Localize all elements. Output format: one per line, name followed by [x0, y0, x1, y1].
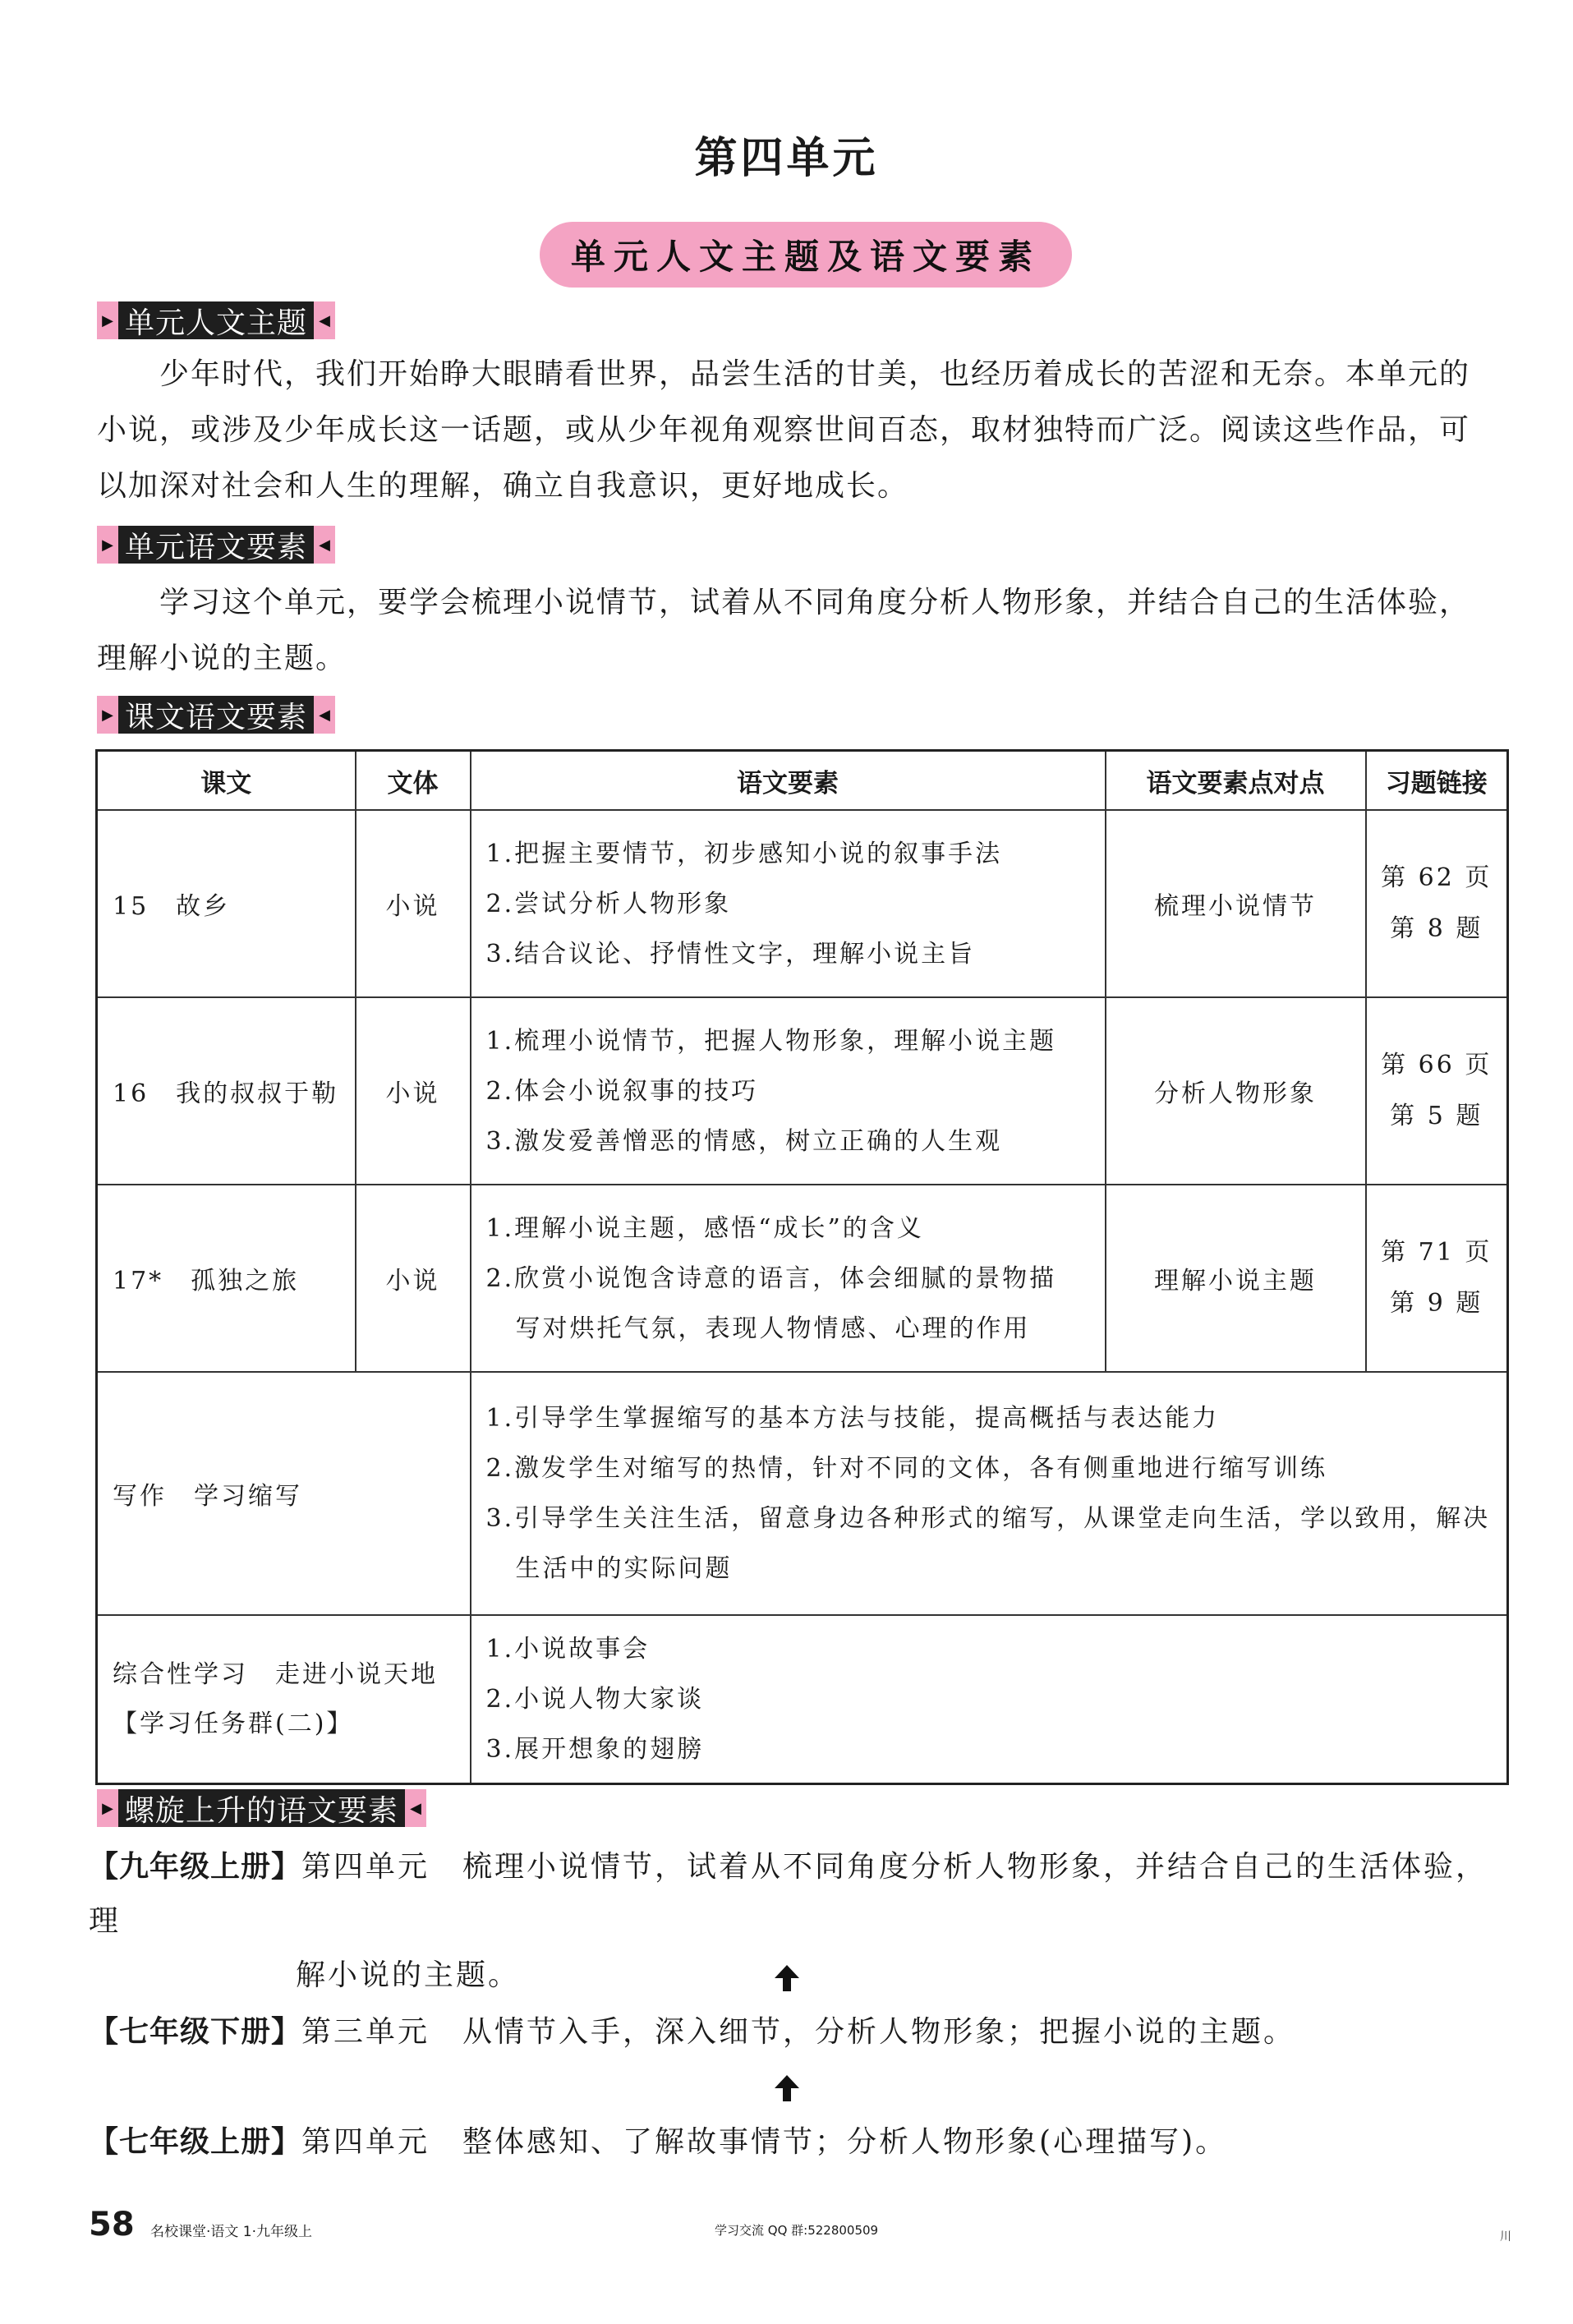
section-heading-spiral — [97, 1789, 426, 1827]
exercise-number: 第 9 题 — [1390, 1289, 1483, 1318]
triangle-left-icon: ◀ — [405, 1789, 426, 1827]
paragraph-line: 少年时代，我们开始睁大眼睛看世界，品尝生活的甘美，也经历着成长的苦涩和无奈。本单元的 — [159, 357, 1471, 391]
spiral-text: 梳理小说情节，试着从不同角度分析人物形象，并结合自己的生活体验，理 — [89, 1850, 1488, 1938]
exercise-link-cell — [1366, 810, 1508, 997]
goal-item: 1.理解小说主题，感悟“成长”的含义 — [485, 1213, 924, 1243]
table-header-row — [97, 751, 1508, 811]
writing-goals-cell — [471, 1372, 1508, 1615]
column-header: 语文要素点对点 — [1106, 751, 1366, 811]
section-heading-lesson-elements — [97, 696, 335, 734]
lesson-cell: 16 我的叔叔于勒 — [97, 997, 356, 1185]
theme-banner — [540, 222, 1072, 288]
goal-item: 2.体会小说叙事的技巧 — [485, 1076, 759, 1106]
goal-item: 2.激发学生对缩写的热情，针对不同的文体，各有侧重地进行缩写训练 — [485, 1454, 1328, 1483]
unit-label: 第四单元 — [301, 1850, 430, 1884]
spiral-text: 整体感知、了解故事情节；分析人物形象(心理描写)。 — [462, 2125, 1228, 2159]
exercise-page: 第 62 页 — [1381, 863, 1493, 892]
book-title: 名校课堂·语文 1·九年级上 — [150, 2224, 313, 2240]
lesson-elements-table — [95, 749, 1509, 1785]
goals-cell — [471, 997, 1106, 1185]
theme-banner-text: 单元人文主题及语文要素 — [570, 237, 1041, 277]
spiral-text: 从情节入手，深入细节，分析人物形象；把握小说的主题。 — [462, 2015, 1296, 2049]
table-row — [97, 1185, 1508, 1372]
integrated-goals-cell — [471, 1615, 1508, 1784]
column-header: 习题链接 — [1366, 751, 1508, 811]
goal-item: 1.把握主要情节，初步感知小说的叙事手法 — [485, 839, 1003, 868]
section-heading-label: 单元语文要素 — [118, 526, 314, 564]
unit-label: 第四单元 — [301, 2125, 430, 2159]
grade-label: 【七年级下册】 — [89, 2015, 302, 2049]
goal-item: 3.激发爱善憎恶的情感，树立正确的人生观 — [485, 1126, 1003, 1156]
exercise-link-cell — [1366, 997, 1508, 1185]
exercise-page: 第 71 页 — [1381, 1238, 1493, 1267]
goal-item: 1.小说故事会 — [485, 1635, 651, 1664]
triangle-right-icon: ▶ — [97, 526, 118, 564]
exercise-number: 第 5 题 — [1390, 1102, 1483, 1130]
point-cell: 梳理小说情节 — [1106, 810, 1366, 997]
goals-cell — [471, 1185, 1106, 1372]
column-header: 文体 — [356, 751, 471, 811]
genre-cell: 小说 — [356, 810, 471, 997]
section-heading-humanistic — [97, 301, 335, 339]
unit-label: 第三单元 — [301, 2015, 430, 2049]
qq-group-note: 学习交流 QQ 群:522800509 — [715, 2223, 879, 2238]
page-number: 58 — [89, 2206, 135, 2243]
section-heading-label: 单元人文主题 — [118, 301, 314, 339]
paragraph-line: 理解小说的主题。 — [97, 642, 347, 675]
goal-item: 3.结合议论、抒情性文字，理解小说主旨 — [485, 939, 976, 969]
genre-cell: 小说 — [356, 1185, 471, 1372]
table-row-integrated — [97, 1615, 1508, 1784]
lesson-cell: 17* 孤独之旅 — [97, 1185, 356, 1372]
triangle-left-icon: ◀ — [314, 696, 335, 734]
triangle-left-icon: ◀ — [314, 526, 335, 564]
section-heading-label: 课文语文要素 — [118, 696, 314, 734]
triangle-left-icon: ◀ — [314, 301, 335, 339]
exercise-link-cell — [1366, 1185, 1508, 1372]
triangle-right-icon: ▶ — [97, 301, 118, 339]
triangle-right-icon: ▶ — [97, 696, 118, 734]
grade-label: 【七年级上册】 — [89, 2125, 302, 2159]
exercise-number: 第 8 题 — [1390, 914, 1483, 943]
paragraph-line: 学习这个单元，要学会梳理小说情节，试着从不同角度分析人物形象，并结合自己的生活体验， — [159, 586, 1471, 619]
point-cell: 分析人物形象 — [1106, 997, 1366, 1185]
table-row — [97, 810, 1508, 997]
column-header: 课文 — [97, 751, 356, 811]
point-cell: 理解小说主题 — [1106, 1185, 1366, 1372]
triangle-right-icon: ▶ — [97, 1789, 118, 1827]
goal-item: 1.梳理小说情节，把握人物形象，理解小说主题 — [485, 1026, 1057, 1056]
spiral-item-grade9 — [89, 1840, 1518, 2003]
exercise-page: 第 66 页 — [1381, 1051, 1493, 1079]
spiral-item-grade7-first — [89, 2115, 1518, 2170]
goals-cell — [471, 810, 1106, 997]
goal-item-continuation: 生活中的实际问题 — [515, 1554, 733, 1583]
goal-item: 1.引导学生掌握缩写的基本方法与技能，提高概括与表达能力 — [485, 1404, 1220, 1433]
writing-label-cell: 写作 学习缩写 — [97, 1372, 471, 1615]
spiral-text-continuation: 解小说的主题。 — [296, 1958, 521, 1992]
humanistic-paragraph — [97, 347, 1510, 514]
goal-item: 2.小说人物大家谈 — [485, 1685, 705, 1714]
paragraph-line: 以加深对社会和人生的理解，确立自我意识，更好地成长。 — [97, 469, 909, 503]
goal-item: 2.尝试分析人物形象 — [485, 889, 732, 918]
region-mark: 川 — [1500, 2230, 1511, 2243]
integrated-label-cell — [97, 1615, 471, 1784]
spiral-item-grade7-second — [89, 2005, 1518, 2059]
goal-item-continuation: 写对烘托气氛，表现人物情感、心理的作用 — [515, 1314, 1031, 1343]
section-heading-language — [97, 526, 335, 564]
paragraph-line: 小说，或涉及少年成长这一话题，或从少年视角观察世间百态，取材独特而广泛。阅读这些作品，可 — [97, 413, 1471, 447]
goal-item: 3.展开想象的翅膀 — [485, 1735, 705, 1764]
table-row — [97, 997, 1508, 1185]
table-row-writing — [97, 1372, 1508, 1615]
goal-item: 2.欣赏小说饱含诗意的语言，体会细腻的景物描 — [485, 1263, 1057, 1293]
unit-title: 第四单元 — [694, 134, 879, 183]
genre-cell: 小说 — [356, 997, 471, 1185]
section-heading-label: 螺旋上升的语文要素 — [118, 1789, 405, 1827]
column-header: 语文要素 — [471, 751, 1106, 811]
integrated-sublabel: 【学习任务群(二)】 — [113, 1709, 354, 1738]
lesson-cell: 15 故乡 — [97, 810, 356, 997]
goal-item: 3.引导学生关注生活，留意身边各种形式的缩写，从课堂走向生活，学以致用，解决 — [485, 1504, 1491, 1533]
integrated-label: 综合性学习 走进小说天地 — [113, 1659, 438, 1689]
grade-label: 【九年级上册】 — [89, 1850, 302, 1884]
language-paragraph — [97, 575, 1510, 687]
